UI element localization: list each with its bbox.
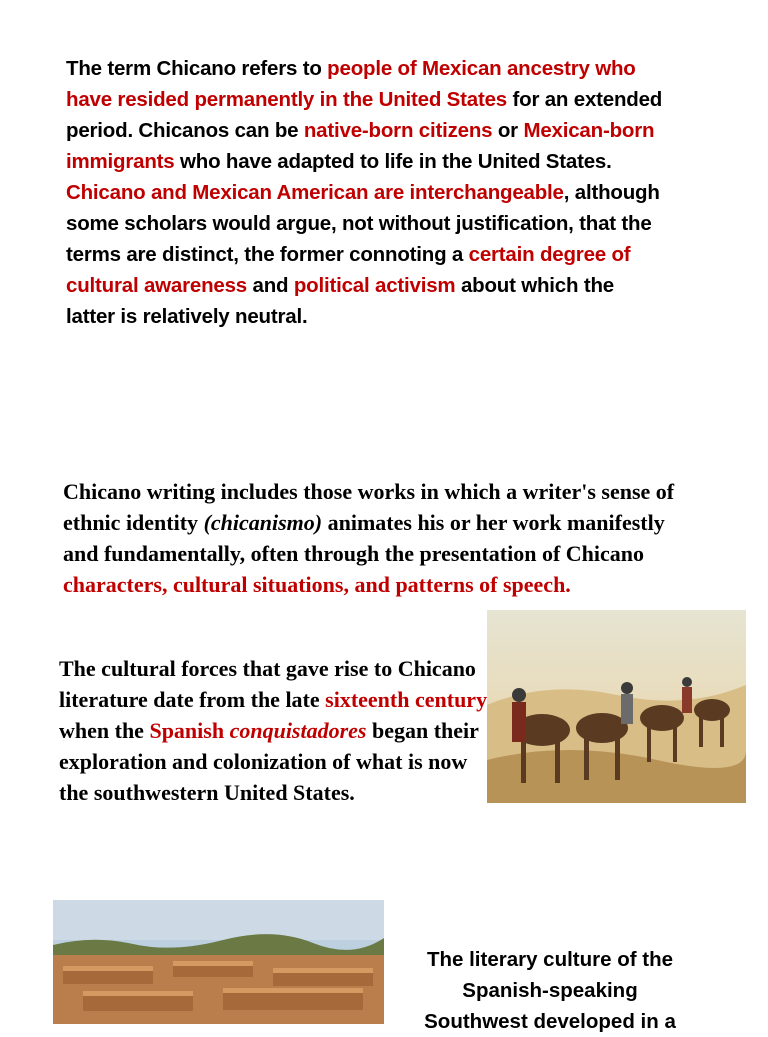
intro-highlight: political activism: [293, 274, 456, 297]
intro-text: The term Chicano refers to: [66, 57, 328, 80]
writing-italic-term: (chicanismo): [203, 510, 323, 535]
intro-text: about which the latter is relatively neutral.: [66, 274, 614, 328]
adobe-ruins-photo: [53, 900, 384, 1024]
writing-highlight: characters, cultural situations, and patterns of speech.: [63, 572, 571, 597]
forces-highlight: Spanish: [149, 718, 230, 743]
literary-line: Spanish-speaking: [462, 979, 638, 1002]
intro-text: who have adapted to life in the United States.: [174, 150, 612, 173]
forces-italic-highlight: conquistadores: [229, 718, 367, 743]
intro-text: or: [492, 119, 524, 142]
forces-text: began their exploration and colonization of what is now the southwestern United States.: [59, 718, 479, 805]
intro-text: , although some scholars would argue, not without justification, that the terms are distinct, the former connoting a: [66, 181, 660, 266]
intro-highlight: Mexican-born immigrants: [66, 119, 655, 173]
intro-highlight: Chicano and Mexican American are interchangeable: [66, 181, 564, 204]
writing-text: Chicano writing includes those works in which a writer's sense of ethnic identity: [63, 479, 675, 535]
forces-highlight: sixteenth century: [325, 687, 488, 712]
forces-text: when the: [59, 718, 150, 743]
cultural-forces-paragraph: [59, 653, 489, 808]
literary-line: The literary culture of the: [426, 948, 674, 971]
forces-text: The cultural forces that gave rise to Chicano literature date from the late: [59, 656, 476, 712]
chicano-writing-paragraph: [63, 476, 703, 600]
literary-line: Southwest developed in a: [424, 1010, 676, 1033]
intro-highlight: certain degree of cultural awareness: [66, 243, 631, 297]
writing-text: animates his or her work manifestly and fundamentally, often through the presentation of Chicano: [63, 510, 665, 566]
intro-highlight: native-born citizens: [303, 119, 493, 142]
intro-paragraph: [66, 53, 666, 332]
intro-text: and: [247, 274, 294, 297]
conquistadores-painting: [487, 610, 746, 803]
intro-highlight: people of Mexican ancestry who have resided permanently in the United States: [66, 57, 636, 111]
literary-culture-paragraph: [400, 944, 700, 1037]
intro-text: for an extended period. Chicanos can be: [66, 88, 663, 142]
